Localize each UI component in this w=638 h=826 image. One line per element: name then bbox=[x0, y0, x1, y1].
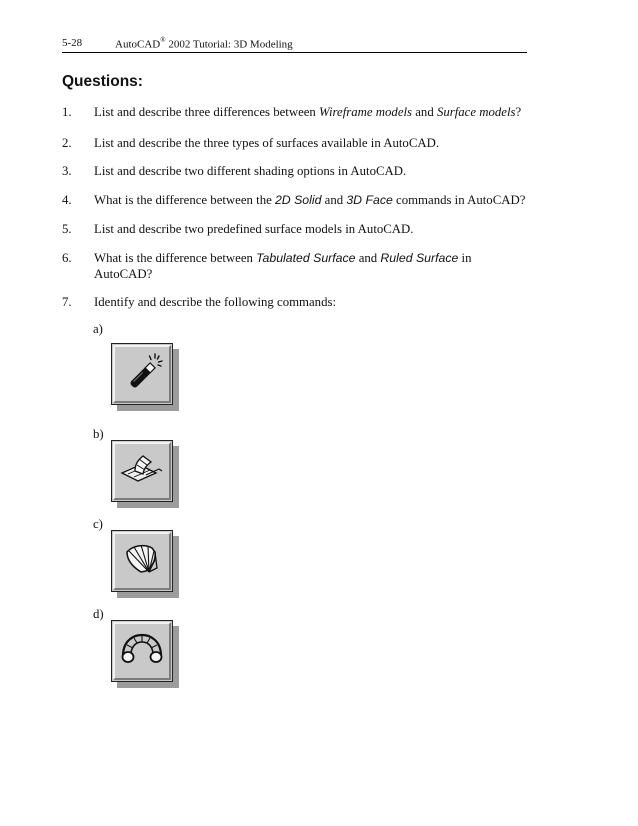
page-header bbox=[62, 37, 527, 53]
command-label-a: a) bbox=[93, 322, 103, 336]
revolved-surface-icon bbox=[111, 530, 173, 592]
torus-icon bbox=[111, 620, 173, 682]
question-5: 5. List and describe two predefined surface models in AutoCAD. bbox=[62, 222, 414, 236]
question-1: 1. List and describe three differences between Wireframe models and Surface models? bbox=[62, 105, 522, 119]
question-4: 4. What is the difference between the 2D Solid and 3D Face commands in AutoCAD? bbox=[62, 193, 526, 207]
question-7: 7. Identify and describe the following commands: bbox=[62, 295, 337, 309]
tabulated-surface-icon bbox=[111, 440, 173, 502]
light-wand-icon bbox=[111, 343, 173, 405]
command-button-b bbox=[111, 440, 173, 502]
page-number: 5-28 bbox=[62, 37, 83, 49]
question-6: 6. What is the difference between Tabulated Surface and Ruled Surface in AutoCAD? bbox=[62, 251, 472, 281]
command-button-d bbox=[111, 620, 173, 682]
command-button-c bbox=[111, 530, 173, 592]
question-2: 2. List and describe the three types of surfaces available in AutoCAD. bbox=[62, 136, 440, 150]
command-label-d: d) bbox=[93, 607, 104, 621]
running-title: AutoCAD® 2002 Tutorial: 3D Modeling bbox=[115, 36, 293, 51]
command-button-a bbox=[111, 343, 173, 405]
section-heading: Questions: bbox=[62, 73, 143, 90]
command-label-b: b) bbox=[93, 427, 104, 441]
question-3: 3. List and describe two different shading options in AutoCAD. bbox=[62, 164, 407, 178]
command-label-c: c) bbox=[93, 517, 103, 531]
